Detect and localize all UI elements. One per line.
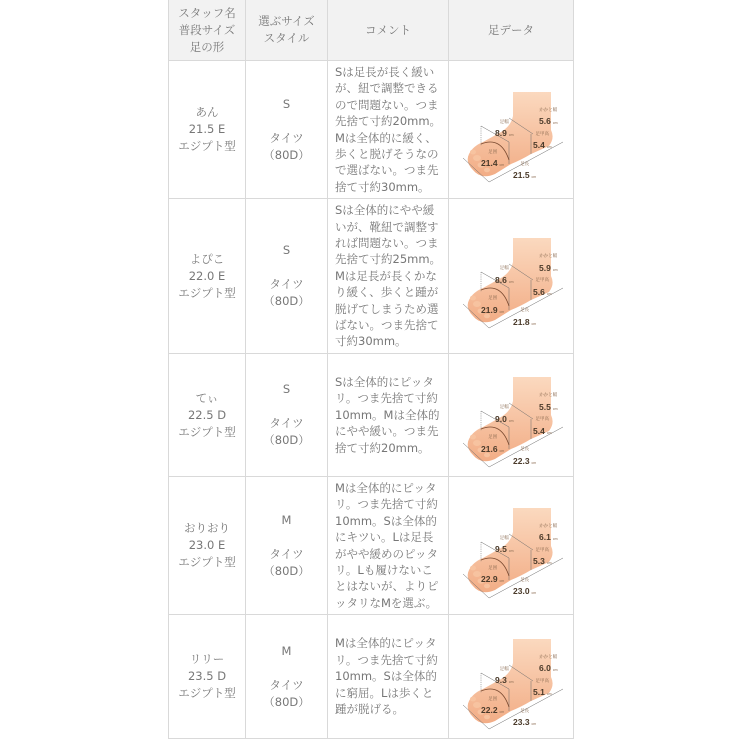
table-row (169, 477, 574, 615)
style: タイツ (269, 677, 304, 692)
header-chosen-size: 選ぶサイズ (258, 14, 315, 28)
foot-diagram (451, 486, 571, 606)
chosen-size: S (282, 382, 291, 396)
length-label: 足長 21.8 cm (513, 307, 537, 327)
instep-height-label: 足甲高 5.1 cm (533, 677, 552, 697)
staff-name: よぴこ (189, 251, 225, 266)
comment-cell: Sは足長が長く緩いが、紐で調整できるので問題ない。つま先捨て寸約20mm。Mは全体的に緩く、歩くと脱げそうなので選ばない。つま先捨て寸約30mm。 (328, 61, 449, 199)
length-label: 足長 23.3 cm (513, 707, 537, 727)
header-foot-data: 足データ (449, 0, 574, 61)
staff-cell (169, 615, 246, 739)
instep-height-label: 足甲高 5.4 cm (533, 130, 552, 150)
usual-size: 23.0 E (188, 538, 226, 552)
size-cell (246, 199, 328, 354)
size-cell (246, 61, 328, 199)
comment-cell: Sは全体的にピッタリ。つま先捨て寸約10mm。Mは全体的にやや緩い。つま先捨て寸約20mm。 (328, 354, 449, 477)
size-cell (246, 615, 328, 739)
usual-size: 22.0 E (188, 268, 226, 283)
size-cell (246, 477, 328, 615)
heel-width-label: かかと幅 5.5 cm (539, 392, 558, 412)
table-row (169, 354, 574, 477)
length-label: 足長 21.5 cm (513, 160, 537, 180)
foot-width-label: 足幅 9.0 cm (495, 404, 514, 424)
foot-width-label: 足幅 9.5 cm (495, 534, 514, 554)
foot-data-cell (449, 354, 574, 477)
foot-diagram (451, 355, 571, 475)
chosen-size: M (281, 512, 292, 527)
foot-diagram (451, 70, 571, 190)
staff-name: てぃ (195, 390, 219, 405)
foot-shape: エジプト型 (178, 285, 236, 300)
table-row (169, 199, 574, 354)
chosen-size: S (282, 96, 291, 111)
staff-cell (169, 477, 246, 615)
heel-width-label: かかと幅 5.6 cm (539, 106, 558, 126)
staff-name: あん (195, 105, 219, 119)
table-row (169, 615, 574, 739)
foot-width-label: 足幅 9.3 cm (495, 665, 514, 685)
length-label: 足長 22.3 cm (513, 446, 537, 466)
foot-shape: エジプト型 (178, 555, 236, 569)
heel-width-label: かかと幅 6.1 cm (539, 522, 558, 542)
foot-width-label: 足幅 8.6 cm (495, 265, 514, 285)
girth-label: 足囲 21.9 cm (481, 295, 505, 315)
comment-cell: Sは全体的にやや緩いが、靴紐で調整すれば問題ない。つま先捨て寸約25mm。Mは足長が長くかなり緩く、歩くと踵が脱げてしまうため選ばない。つま先捨て寸約30mm。 (328, 199, 449, 354)
denier: （80D） (263, 294, 310, 308)
usual-size: 22.5 D (187, 407, 227, 422)
style: タイツ (269, 416, 304, 430)
girth-label: 足囲 21.6 cm (481, 434, 505, 454)
heel-width-label: かかと幅 5.9 cm (539, 253, 558, 273)
heel-width-label: かかと幅 6.0 cm (539, 653, 558, 673)
chosen-size: M (281, 643, 292, 658)
staff-size-table (168, 0, 574, 739)
foot-diagram (451, 216, 571, 336)
style: タイツ (269, 546, 304, 561)
staff-cell (169, 61, 246, 199)
style: タイツ (269, 130, 304, 145)
denier: （80D） (263, 694, 310, 709)
denier: （80D） (263, 433, 310, 447)
chosen-size: S (282, 243, 291, 257)
header-comment: コメント (328, 0, 449, 61)
foot-shape: エジプト型 (178, 424, 236, 439)
comment-cell: Mは全体的にピッタリ。つま先捨て寸約10mm。Sは全体的にキツい。Lは足長がやや緩めのピッタリ。Lも履けないことはないが、よりピッタリなMを選ぶ。 (328, 477, 449, 615)
table-row (169, 61, 574, 199)
denier: （80D） (263, 563, 310, 578)
denier: （80D） (263, 147, 310, 162)
staff-cell (169, 199, 246, 354)
header-style: スタイル (263, 31, 310, 45)
girth-label: 足囲 22.9 cm (481, 564, 505, 584)
instep-height-label: 足甲高 5.3 cm (533, 546, 552, 566)
foot-width-label: 足幅 8.9 cm (495, 118, 514, 138)
length-label: 足長 23.0 cm (513, 576, 537, 596)
girth-label: 足囲 22.2 cm (481, 695, 505, 715)
staff-name: リリー (189, 652, 225, 666)
header-usual-size: 普段サイズ (178, 22, 236, 37)
staff-name: おりおり (184, 521, 230, 535)
table-header-row (169, 0, 574, 61)
usual-size: 21.5 E (188, 122, 226, 136)
size-cell (246, 354, 328, 477)
foot-diagram (451, 617, 571, 737)
foot-shape: エジプト型 (178, 686, 236, 700)
header-foot-shape: 足の形 (189, 39, 225, 54)
instep-height-label: 足甲高 5.4 cm (533, 416, 552, 436)
foot-data-cell (449, 61, 574, 199)
foot-data-cell (449, 477, 574, 615)
comment-cell: Mは全体的にピッタリ。つま先捨て寸約10mm。Sは全体的に窮屈。Lは歩くと踵が脱げる。 (328, 615, 449, 739)
staff-cell (169, 354, 246, 477)
girth-label: 足囲 21.4 cm (481, 148, 505, 168)
usual-size: 23.5 D (187, 669, 227, 683)
header-staff-name: スタッフ名 (178, 5, 236, 20)
foot-data-cell (449, 199, 574, 354)
foot-data-cell (449, 615, 574, 739)
foot-shape: エジプト型 (178, 139, 236, 153)
header-staff (169, 0, 246, 61)
style: タイツ (269, 277, 304, 291)
instep-height-label: 足甲高 5.6 cm (533, 277, 552, 297)
header-size (246, 0, 328, 61)
